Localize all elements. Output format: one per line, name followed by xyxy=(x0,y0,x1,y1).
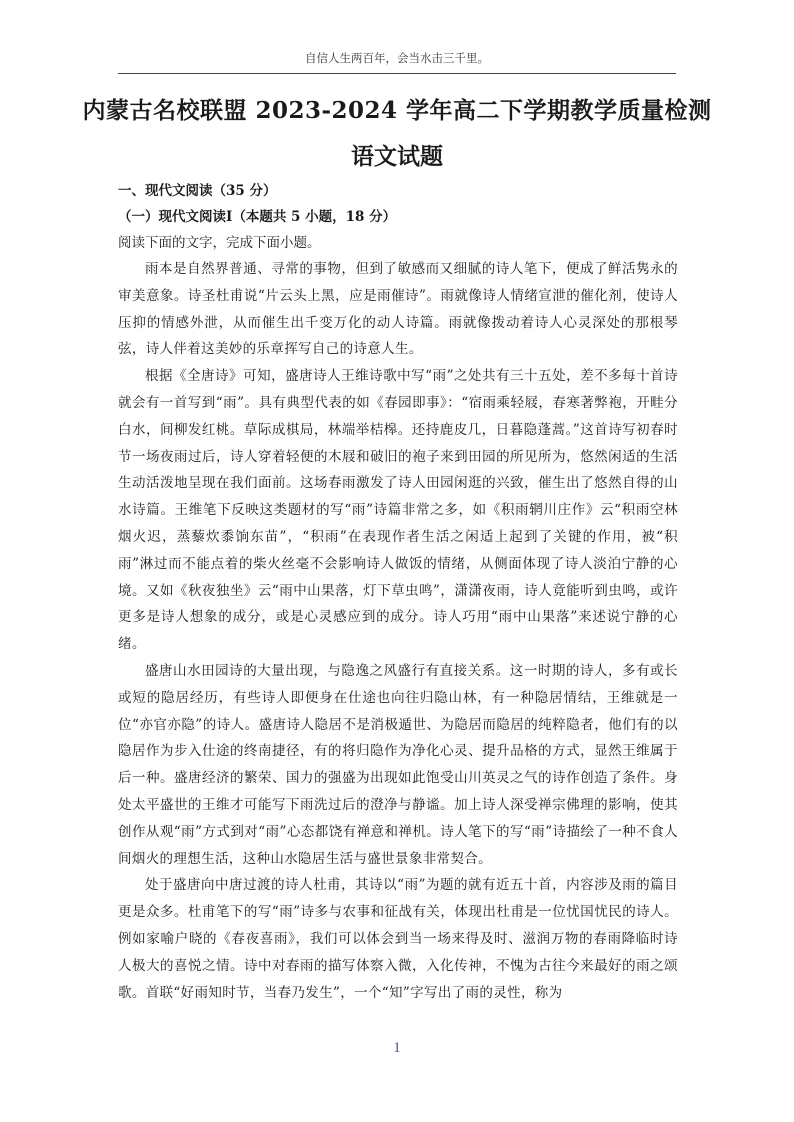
page-number: 1 xyxy=(393,1040,401,1056)
exam-title: 内蒙古名校联盟 2023-2024 学年高二下学期教学质量检测 xyxy=(82,97,712,124)
header-divider xyxy=(118,73,676,74)
body-paragraph: 根据《全唐诗》可知，盛唐诗人王维诗歌中写“雨”之处共有三十五处，差不多每十首诗就会有一首写到“雨”。具有典型代表的如《春园即事》：“宿雨乘轻屐，春寒著弊袍，开畦分白水，间柳发红桃。草际成棋局，林端举桔槔。还持鹿皮几，日暮隐蓬蒿。”这首诗写初春时节一场夜雨过后，诗人穿着轻便的木屐和破旧的袍子来到田园的所见所为，悠然闲适的生活生动活泼地呈现在我们面前。这场春雨激发了诗人田园闲逛的兴致，催生出了悠然自得的山水诗篇。王维笔下反映这类题材的写“雨”诗篇非常之多，如《积雨辋川庄作》云“积雨空林烟火迟，蒸藜炊黍饷东苗”，“积雨”在表现作者生活之闲适上起到了关键的作用，被“积雨”淋过而不能点着的柴火丝毫不会影响诗人做饭的情绪，从侧面体现了诗人淡泊宁静的心境。又如《秋夜独坐》云“雨中山果落，灯下草虫鸣”，潇潇夜雨，诗人竟能听到虫鸣，或许更多是诗人想象的成分，或是心灵感应到的成分。诗人巧用“雨中山果落”来述说宁静的心绪。 xyxy=(118,368,678,653)
body-paragraph: 盛唐山水田园诗的大量出现，与隐逸之风盛行有直接关系。这一时期的诗人，多有或长或短的隐居经历，有些诗人即便身在仕途也向往归隐山林，有一种隐居情结，王维就是一位“亦官亦隐”的诗人。盛唐诗人隐居不是消极遁世、为隐居而隐居的纯粹隐者，他们有的以隐居作为步入仕途的终南捷径，有的将归隐作为净化心灵、提升品格的方式，显然王维属于后一种。盛唐经济的繁荣、国力的强盛为出现如此饱受山川英灵之气的诗作创造了条件。身处太平盛世的王维才可能写下雨洗过后的澄净与静谧。加上诗人深受禅宗佛理的影响，使其创作从观“雨”方式到对“雨”心态都饶有禅意和禅机。诗人笔下的写“雨”诗描绘了一种不食人间烟火的理想生活，这种山水隐居生活与盛世景象非常契合。 xyxy=(118,662,678,867)
main-content xyxy=(118,178,678,1006)
exam-subtitle: 语文试题 xyxy=(351,143,443,170)
subsection-heading: （一）现代文阅读Ⅰ（本题共 5 小题，18 分） xyxy=(118,209,397,225)
section-heading: 一、现代文阅读（35 分） xyxy=(118,183,277,199)
reading-instruction: 阅读下面的文字，完成下面小题。 xyxy=(118,235,321,251)
body-paragraph: 雨本是自然界普通、寻常的事物，但到了敏感而又细腻的诗人笔下，便成了鲜活隽永的审美意象。诗圣杜甫说“片云头上黑，应是雨催诗”。雨就像诗人情绪宣泄的催化剂，使诗人压抑的情感外泄，从而催生出千变万化的动人诗篇。雨就像拨动着诗人心灵深处的那根琴弦，诗人伴着这美妙的乐章挥写自己的诗意人生。 xyxy=(118,261,678,358)
body-paragraph: 处于盛唐向中唐过渡的诗人杜甫，其诗以“雨”为题的就有近五十首，内容涉及雨的篇目更是众多。杜甫笔下的写“雨”诗多与农事和征战有关，体现出杜甫是一位忧国忧民的诗人。例如家喻户晓的《春夜喜雨》，我们可以体会到当一场来得及时、滋润万物的春雨降临时诗人极大的喜悦之情。诗中对春雨的描写体察入微，入化传神，不愧为古往今来最好的雨之颂歌。首联“好雨知时节，当春乃发生”，一个“知”字写出了雨的灵性，称为 xyxy=(118,877,678,1001)
header-motto: 自信人生两百年，会当水击三千里。 xyxy=(305,51,489,65)
